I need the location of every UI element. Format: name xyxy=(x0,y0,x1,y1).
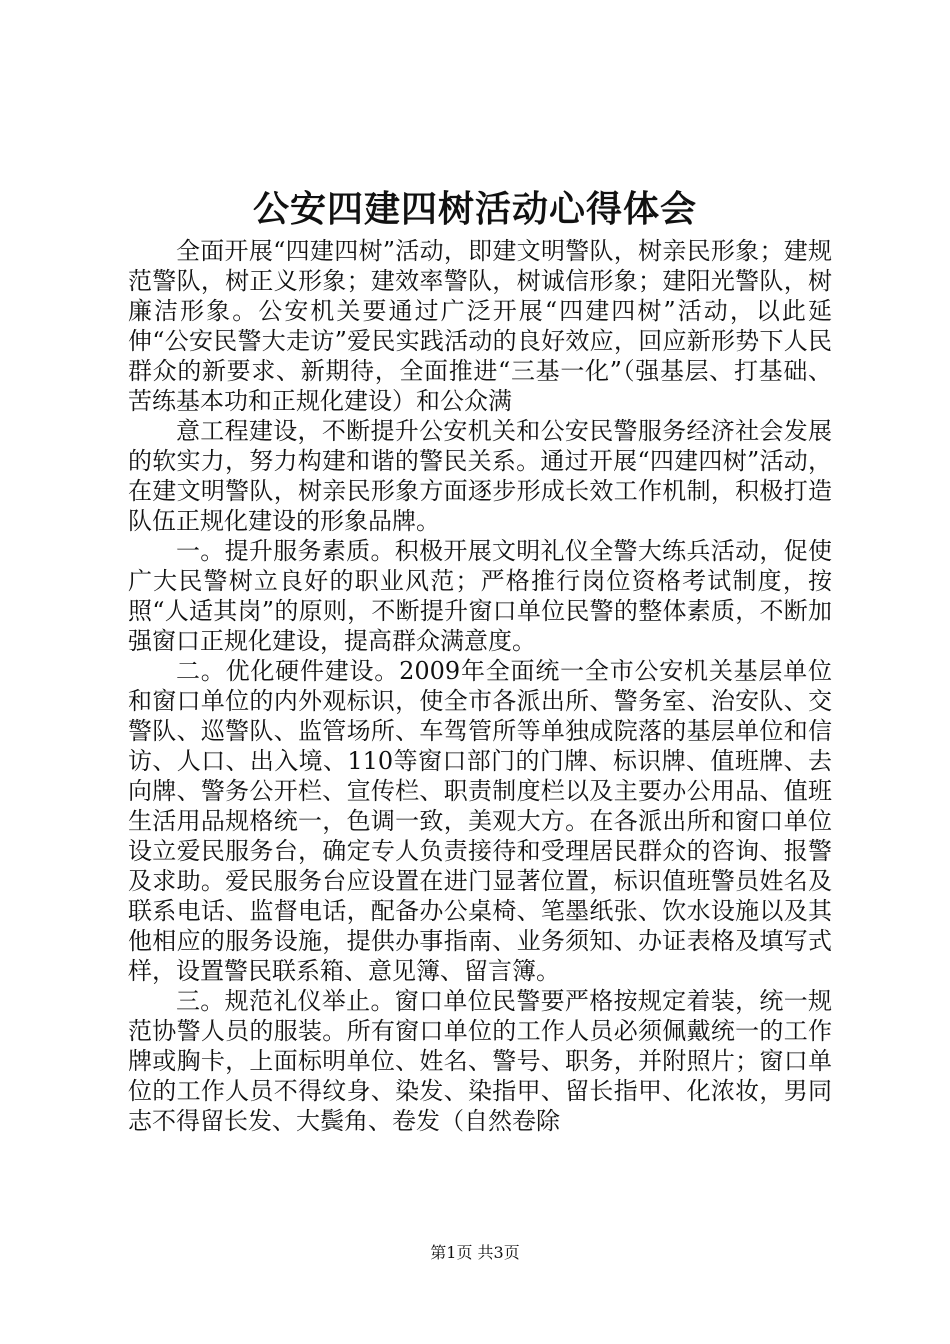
page-number-footer: 第1页 共3页 xyxy=(430,1243,520,1262)
paragraph-section-one: 一。提升服务素质。积极开展文明礼仪全警大练兵活动，促使广大民警树立良好的职业风范；严格推行岗位资格考试制度，按照“人适其岗”的原则，不断提升窗口单位民警的整体素质，不断加强窗口正规化建设，提高群众满意度。 xyxy=(128,537,832,655)
paragraph-intro-continued: 意工程建设，不断提升公安机关和公安民警服务经济社会发展的软实力，努力构建和谐的警民关系。通过开展“四建四树”活动，在建文明警队，树亲民形象方面逐步形成长效工作机制，积极打造队伍正规化建设的形象品牌。 xyxy=(128,417,832,535)
document-body xyxy=(128,236,832,1136)
paragraph-section-three: 三。规范礼仪举止。窗口单位民警要严格按规定着装，统一规范协警人员的服装。所有窗口单位的工作人员必须佩戴统一的工作牌或胸卡，上面标明单位、姓名、警号、职务，并附照片；窗口单位的工作人员不得纹身、染发、染指甲、留长指甲、化浓妆，男同志不得留长发、大鬓角、卷发（自然卷除 xyxy=(128,987,832,1135)
paragraph-intro: 全面开展“四建四树”活动，即建文明警队，树亲民形象；建规范警队，树正义形象；建效率警队，树诚信形象；建阳光警队，树廉洁形象。公安机关要通过广泛开展“四建四树”活动，以此延伸“公安民警大走访”爱民实践活动的良好效应，回应新形势下人民群众的新要求、新期待，全面推进“三基一化”（强基层、打基础、苦练基本功和正规化建设）和公众满 xyxy=(128,237,832,415)
document-title: 公安四建四树活动心得体会 xyxy=(252,188,697,230)
paragraph-section-two: 二。优化硬件建设。2009年全面统一全市公安机关基层单位和窗口单位的内外观标识，使全市各派出所、警务室、治安队、交警队、巡警队、监管场所、车驾管所等单独成院落的基层单位和信访、人口、出入境、110等窗口部门的门牌、标识牌、值班牌、去向牌、警务公开栏、宣传栏、职责制度栏以及主要办公用品、值班生活用品规格统一，色调一致，美观大方。在各派出所和窗口单位设立爱民服务台，确定专人负责接待和受理居民群众的咨询、报警及求助。爱民服务台应设置在进门显著位置，标识值班警员姓名及联系电话、监督电话，配备办公桌椅、笔墨纸张、饮水设施以及其他相应的服务设施，提供办事指南、业务须知、办证表格及填写式样，设置警民联系箱、意见簿、留言簿。 xyxy=(128,657,832,985)
